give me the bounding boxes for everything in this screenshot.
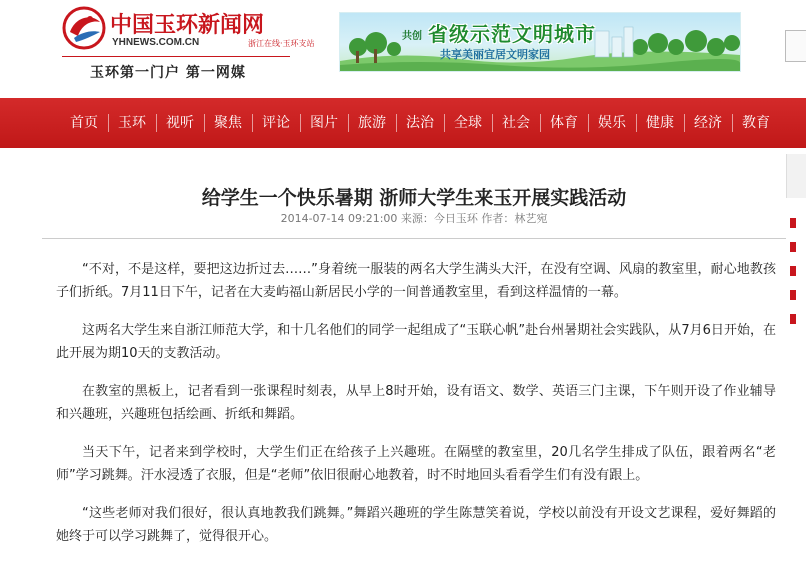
nav-item-video[interactable]: 视听: [156, 98, 204, 148]
nav-item-entertainment[interactable]: 娱乐: [588, 98, 636, 148]
site-slogan: 玉环第一门户 第一网媒: [90, 65, 246, 81]
header-side-box: [785, 30, 806, 62]
nav-item-comment[interactable]: 评论: [252, 98, 300, 148]
main-nav: [0, 98, 806, 148]
article-content: [0, 148, 806, 588]
article-title: 给学生一个快乐暑期 浙师大学生来玉开展实践活动: [201, 186, 627, 209]
nav-item-photos[interactable]: 图片: [300, 98, 348, 148]
site-header: [0, 0, 806, 98]
article-paragraph: 在教室的黑板上，记者看到一张课程时刻表，从早上8时开始，设有语文、数学、英语三门主课，下午则开设了作业辅导和兴趣班，兴趣班包括绘画、折纸和舞蹈。: [56, 384, 776, 422]
logo-subtitle: 浙江在线·玉环支站: [248, 39, 315, 48]
article-paragraph: 这两名大学生来自浙江师范大学，和十几名他们的同学一起组成了“玉联心帆”赴台州暑期社会实践队，从7月6日开始，在此开展为期10天的支教活动。: [56, 323, 776, 361]
logo-text: 中国玉环新闻网: [110, 12, 265, 38]
banner-tagline: 共享美丽宜居文明家园: [440, 48, 550, 61]
title-divider: [42, 238, 786, 239]
nav-item-health[interactable]: 健康: [636, 98, 684, 148]
article-body: [56, 258, 776, 563]
source-label: 来源：: [400, 212, 434, 225]
nav-item-economy[interactable]: 经济: [684, 98, 732, 148]
article-paragraph: “这些老师对我们很好，很认真地教我们跳舞。”舞蹈兴趣班的学生陈慧笑着说，学校以前没有开设文艺课程，爱好舞蹈的她终于可以学习跳舞了，觉得很开心。: [56, 506, 776, 544]
article-source: 今日玉环: [433, 212, 478, 225]
sidebar-bullet-icon: [790, 314, 796, 324]
sidebar-bullet-icon: [790, 266, 796, 276]
nav-item-sports[interactable]: 体育: [540, 98, 588, 148]
banner-title: 省级示范文明城市: [428, 22, 596, 46]
site-logo[interactable]: [62, 6, 315, 52]
author-label: 作者：: [481, 212, 515, 225]
nav-list: [60, 98, 780, 148]
nav-item-focus[interactable]: 聚焦: [204, 98, 252, 148]
logo-domain: YHNEWS.COM.CN: [112, 37, 200, 48]
article-paragraph: 当天下午，记者来到学校时，大学生们正在给孩子上兴趣班。在隔壁的教室里，20几名学生排成了队伍，跟着两名“老师”学习跳舞。汗水浸透了衣服，但是“老师”依旧很耐心地教着，时不时地回头看看学生们有没有跟上。: [56, 445, 776, 483]
article-author: 林艺宛: [514, 212, 548, 225]
nav-item-education[interactable]: 教育: [732, 98, 780, 148]
banner-prefix: 共创: [402, 31, 422, 42]
sidebar-image-box: [786, 154, 806, 198]
article-meta: [42, 210, 786, 226]
sidebar-bullet-icon: [790, 242, 796, 252]
sidebar-bullet-icon: [790, 290, 796, 300]
nav-item-home[interactable]: 首页: [70, 115, 98, 131]
civilization-city-banner[interactable]: [339, 12, 741, 72]
sidebar-bullet-icon: [790, 218, 796, 228]
logo-emblem-icon: [62, 6, 106, 50]
logo-divider: [62, 56, 290, 57]
article-datetime: 2014-07-14 09:21:00: [280, 212, 398, 225]
nav-item-society[interactable]: 社会: [492, 98, 540, 148]
article-paragraph: “不对，不是这样，要把这边折过去……”身着统一服装的两名大学生满头大汗，在没有空调、风扇的教室里，耐心地教孩子们折纸。7月11日下午，记者在大麦屿福山新居民小学的一间普通教室里，看到这样温情的一幕。: [56, 262, 776, 300]
right-sidebar-edge: [786, 148, 806, 588]
nav-item-yuhuan[interactable]: 玉环: [108, 98, 156, 148]
nav-item-law[interactable]: 法治: [396, 98, 444, 148]
nav-item-travel[interactable]: 旅游: [348, 98, 396, 148]
nav-item-global[interactable]: 全球: [444, 98, 492, 148]
